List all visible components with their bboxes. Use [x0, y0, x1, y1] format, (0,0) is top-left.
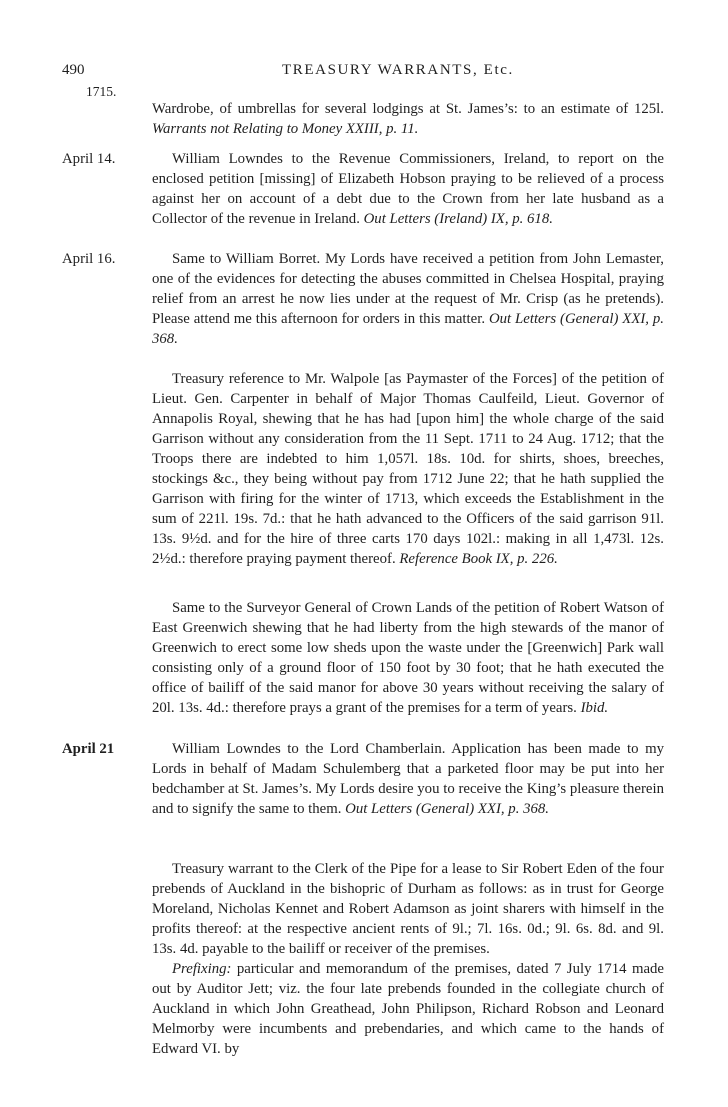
entry-text: Wardrobe, of umbrellas for several lodgings at St. James’s: to an estimate of 125l.: [152, 101, 664, 117]
entry-reference: Ibid.: [580, 700, 609, 716]
entry-paragraph: [152, 149, 664, 229]
entry-text: particular and memorandum of the premises, dated 7 July 1714 made out by Auditor Jett; viz. the four late prebends founded in the collegiate church of Auckland in which John Greathead, John Philipson, Richard Robson and Leonard Melmorby were incumbents and prebendaries, and which came to the hands of Edward VI. by: [152, 961, 664, 1057]
entry-paragraph: [152, 959, 664, 1059]
running-title: TREASURY WARRANTS, Etc.: [282, 62, 514, 78]
entry-reference: Warrants not Relating to Money XXIII, p. 11.: [152, 121, 419, 137]
entry-text: Treasury reference to Mr. Walpole [as Paymaster of the Forces] of the petition of Lieut. Gen. Carpenter in behalf of Major Thomas Caulfeild, Lieut. Governor of Annapolis Royal, shewing that he has had [upon him] the whole charge of the said Garrison without any consideration from the 11 Sept. 1711 to 24 Aug. 1712; that the Troops there are indebted to him 1,057l. 18s. 10d. for shirts, shoes, breeches, stockings &c., they being without pay from 1712 June 22; that he hath supplied the Garrison with firing for the winter of 1713, which exceeds the Establishment in the sum of 221l. 19s. 7d.: that he hath advanced to the Officers of the said garrison 91l. 13s. 9½d. and for the hire of three carts 170 days 102l.: making in all 1,473l. 12s. 2½d.: therefore praying payment thereof.: [152, 371, 664, 567]
entry-reference: Out Letters (Ireland) IX, p. 618.: [363, 211, 553, 227]
entry-paragraph: [152, 99, 664, 139]
entry-date: April 21: [62, 741, 115, 757]
margin-year: 1715.: [86, 84, 117, 99]
entry-paragraph: [152, 739, 664, 819]
page-header: [0, 62, 728, 84]
entry-reference: Out Letters (General) XXI, p. 368.: [152, 311, 664, 347]
entry-paragraph: [152, 859, 664, 959]
entry-text: Same to the Surveyor General of Crown Lands of the petition of Robert Watson of East Greenwich shewing that he had liberty from the high stewards of the manor of Greenwich to erect some low sheds upon the waste under the [Greenwich] Park wall consisting only of a ground floor of 150 foot by 30 foot; that he hath executed the office of bailiff of the said manor for above 30 years without receiving the salary of 20l. 13s. 4d.: therefore prays a grant of the premises for a term of years.: [152, 600, 664, 716]
entry-paragraph: [152, 249, 664, 349]
entry-reference: Reference Book IX, p. 226.: [399, 551, 558, 567]
entry-lead: Prefixing:: [172, 961, 232, 977]
page-number: 490: [62, 62, 85, 78]
entry-reference: Out Letters (General) XXI, p. 368.: [345, 801, 549, 817]
entry-text: Same to William Borret. My Lords have received a petition from John Lemaster, one of the evidences for detecting the abuses committed in Chelsea Hospital, praying relief from an arrest he now lies under at the request of Mr. Crisp (as he pretends). Please attend me this afternoon for orders in this matter.: [152, 251, 664, 327]
entry-date: April 16.: [62, 251, 116, 267]
entry-paragraph: [152, 598, 664, 718]
entry-date: April 14.: [62, 151, 116, 167]
entry-paragraph: [152, 369, 664, 569]
entry-text: William Lowndes to the Revenue Commissioners, Ireland, to report on the enclosed petition [missing] of Elizabeth Hobson praying to be relieved of a process against her on account of a debt due to the Crown from her late husband as a Collector of the revenue in Ireland.: [152, 151, 664, 227]
entry-text: William Lowndes to the Lord Chamberlain. Application has been made to my Lords in behalf of Madam Schulemberg that a parketed floor may be put into her bedchamber at St. James’s. My Lords desire you to receive the King’s pleasure therein and to signify the same to them.: [152, 741, 664, 817]
entry-text: Treasury warrant to the Clerk of the Pipe for a lease to Sir Robert Eden of the four prebends of Auckland in the bishopric of Durham as follows: as in trust for George Moreland, Nicholas Kennet and Robert Adamson as joint sharers with himself in the profits thereof: at the respective ancient rents of 9l.; 7l. 16s. 0d.; 9l. 6s. 8d. and 9l. 13s. 4d. payable to the bailiff or receiver of the premises.: [152, 861, 664, 957]
